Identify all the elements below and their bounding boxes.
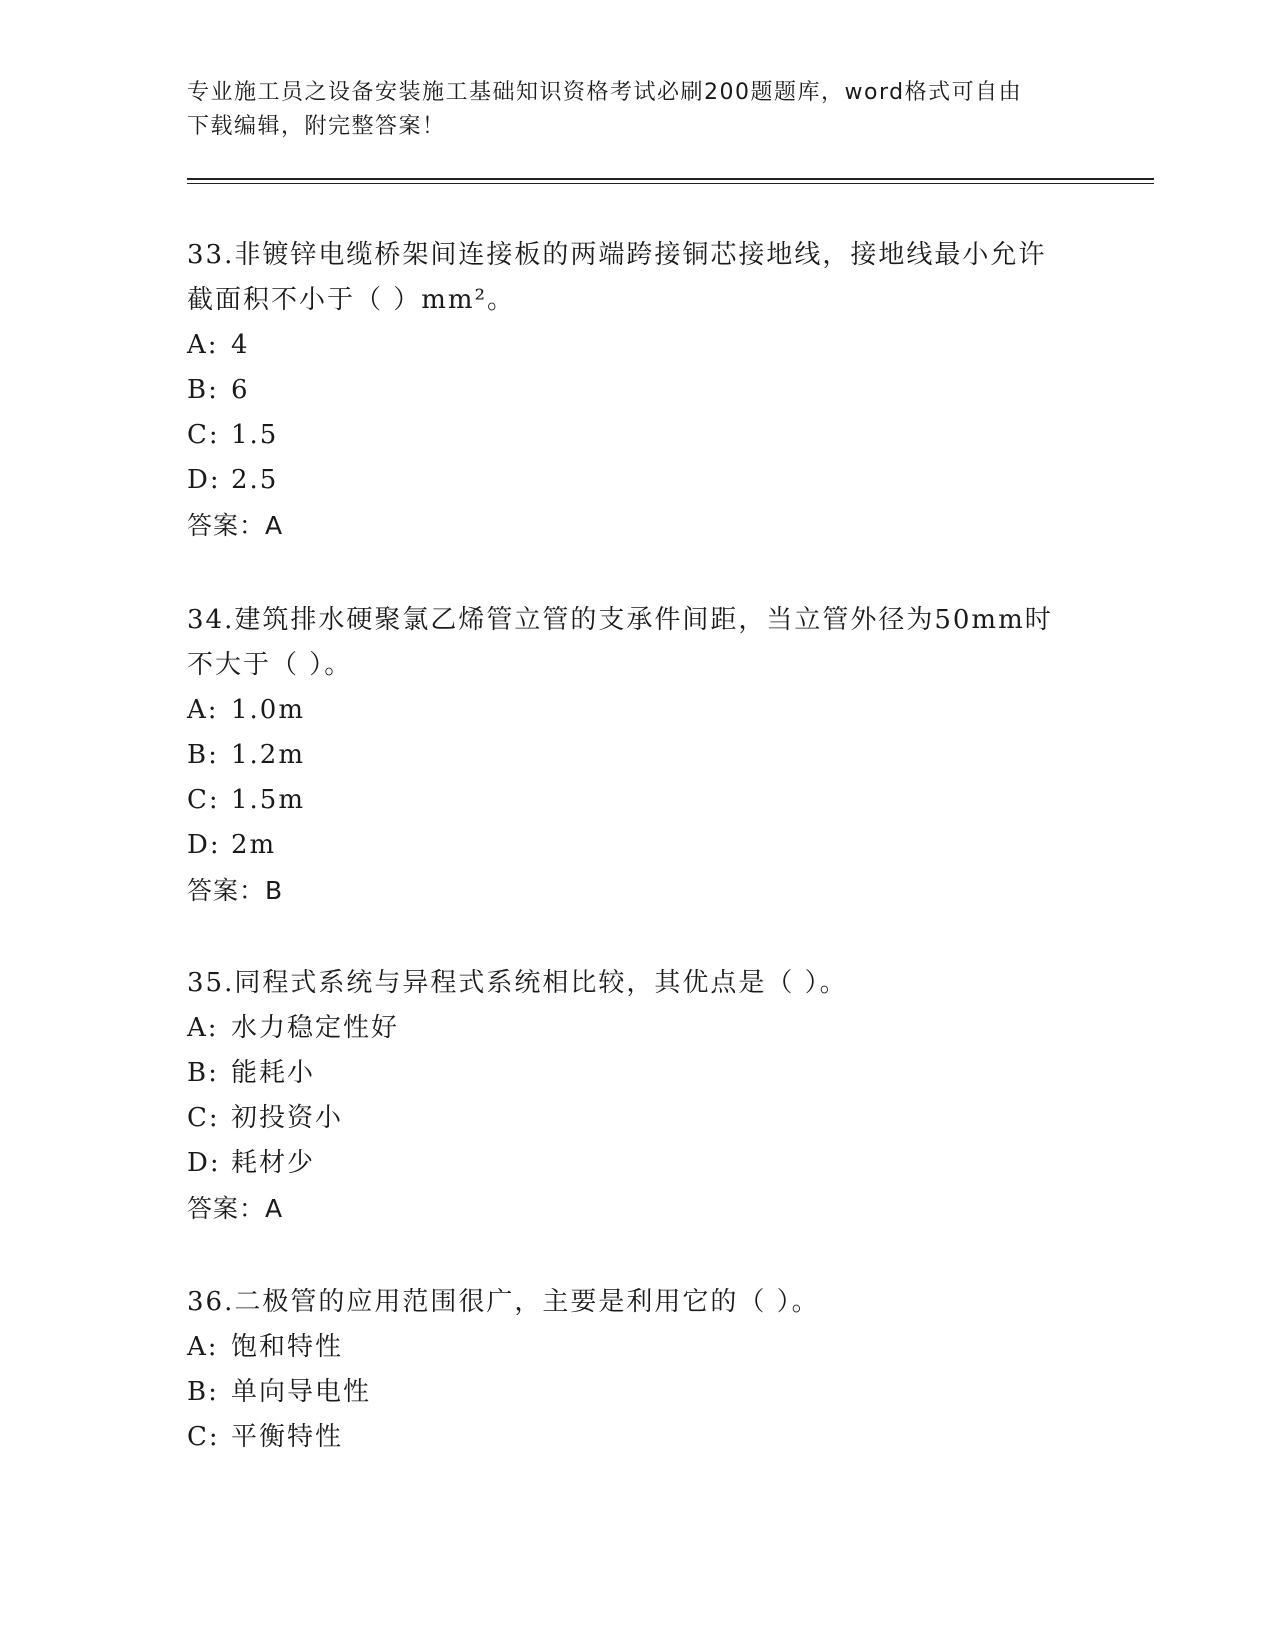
header-title-line-2: 下载编辑，附完整答案！ <box>187 114 446 139</box>
answer-line: 答案：A <box>187 511 284 540</box>
option-letter: C: <box>187 1422 220 1452</box>
option-letter: A: <box>187 695 219 725</box>
option-d <box>187 823 1087 868</box>
option-c <box>187 778 1087 823</box>
question-36 <box>187 1280 1087 1460</box>
question-34 <box>187 598 1087 913</box>
option-c <box>187 1096 1087 1141</box>
option-a <box>187 1006 1087 1051</box>
option-a <box>187 1325 1087 1370</box>
option-letter: B: <box>187 740 219 770</box>
option-a <box>187 688 1087 733</box>
option-text: 平衡特性 <box>231 1422 344 1452</box>
option-letter: D: <box>187 830 221 860</box>
answer-line: 答案：A <box>187 1194 284 1223</box>
option-text: 1.2m <box>231 740 306 770</box>
option-b <box>187 1051 1087 1096</box>
option-text: 耗材少 <box>231 1148 316 1178</box>
question-stem-line-1: 35.同程式系统与异程式系统相比较，其优点是（ ）。 <box>187 968 848 998</box>
question-stem-line-1: 34.建筑排水硬聚氯乙烯管立管的支承件间距，当立管外径为50mm时 <box>187 605 1053 635</box>
question-stem-line-2: 截面积不小于（ ）mm²。 <box>187 285 515 315</box>
question-35 <box>187 961 1087 1231</box>
option-letter: B: <box>187 1058 219 1088</box>
option-letter: C: <box>187 785 220 815</box>
option-c <box>187 1415 1087 1460</box>
option-letter: A: <box>187 1013 219 1043</box>
option-text: 饱和特性 <box>231 1332 344 1362</box>
option-d <box>187 458 1087 503</box>
header-divider-thick <box>187 178 1154 180</box>
option-letter: D: <box>187 465 221 495</box>
option-text: 能耗小 <box>231 1058 316 1088</box>
option-text: 1.5m <box>231 785 306 815</box>
option-text: 1.0m <box>231 695 306 725</box>
option-text: 水力稳定性好 <box>231 1013 400 1043</box>
option-text: 2.5 <box>231 465 279 495</box>
option-letter: C: <box>187 1103 220 1133</box>
document-header <box>187 76 1087 144</box>
option-b <box>187 368 1087 413</box>
answer-line: 答案：B <box>187 876 284 905</box>
option-text: 单向导电性 <box>231 1377 372 1407</box>
option-letter: B: <box>187 375 219 405</box>
option-letter: A: <box>187 330 219 360</box>
question-stem-line-2: 不大于（ ）。 <box>187 650 353 680</box>
option-letter: D: <box>187 1148 221 1178</box>
option-text: 4 <box>231 330 250 360</box>
option-d <box>187 1141 1087 1186</box>
option-text: 1.5 <box>231 420 279 450</box>
option-text: 6 <box>231 375 250 405</box>
header-title-line-1: 专业施工员之设备安装施工基础知识资格考试必刷200题题库，word格式可自由 <box>187 80 1023 105</box>
option-a <box>187 323 1087 368</box>
question-stem-line-1: 36.二极管的应用范围很广，主要是利用它的（ ）。 <box>187 1287 820 1317</box>
option-c <box>187 413 1087 458</box>
option-b <box>187 733 1087 778</box>
option-letter: B: <box>187 1377 219 1407</box>
question-33 <box>187 233 1087 548</box>
question-stem-line-1: 33.非镀锌电缆桥架间连接板的两端跨接铜芯接地线，接地线最小允许 <box>187 240 1047 270</box>
option-text: 2m <box>231 830 277 860</box>
option-letter: C: <box>187 420 220 450</box>
option-text: 初投资小 <box>231 1103 344 1133</box>
header-divider-thin <box>187 183 1154 184</box>
option-letter: A: <box>187 1332 219 1362</box>
option-b <box>187 1370 1087 1415</box>
